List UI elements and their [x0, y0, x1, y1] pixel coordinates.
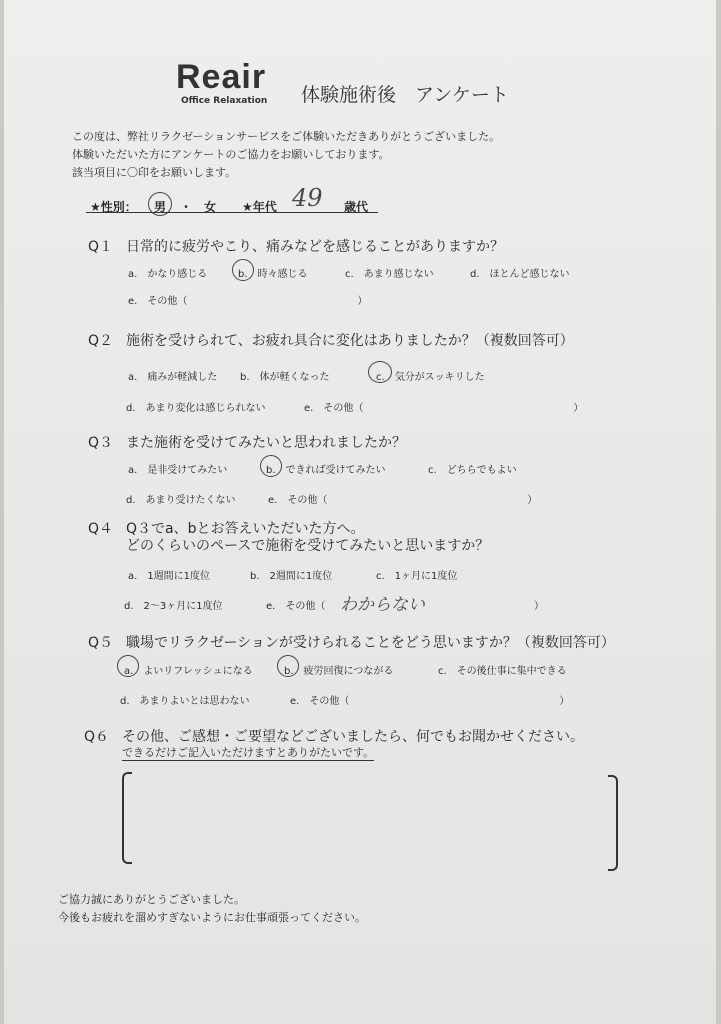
option-letter: b. — [284, 666, 294, 677]
option-label: できれば受けてみたい — [285, 465, 386, 476]
option-label: どちらでもよい — [446, 465, 517, 476]
gender-label: ★性別： — [90, 200, 137, 214]
option-letter: a. — [128, 571, 138, 582]
q3-text: また施術を受けてみたいと思われましたか？ — [126, 435, 406, 451]
option-label: その他（ ） — [323, 403, 584, 414]
option-letter: d. — [126, 403, 136, 414]
footer-line-2: 今後もお疲れを溜めすぎないようにお仕事頑張ってください。 — [58, 911, 366, 924]
option-label: 疲労回復につながる — [303, 666, 394, 677]
intro-line-1: この度は、弊社リラクゼーションサービスをご体験いただきありがとうございました。 — [72, 130, 501, 143]
comment-box-left-bracket — [122, 772, 132, 864]
q2-option-e[interactable] — [304, 399, 583, 414]
option-letter: c. — [438, 666, 447, 677]
attribute-underline — [86, 212, 378, 213]
gender-dot: ・ — [180, 200, 193, 214]
q4-option-b[interactable] — [250, 567, 332, 582]
option-letter: a. — [128, 269, 138, 280]
q3-option-e[interactable] — [268, 491, 537, 506]
option-letter: c. — [428, 465, 437, 476]
option-label: 2週間に1度位 — [269, 571, 333, 582]
q2-option-d[interactable] — [126, 399, 266, 414]
q5-option-e[interactable] — [290, 692, 569, 707]
q5-option-d[interactable] — [120, 692, 250, 707]
age-value-handwritten[interactable]: 49 — [292, 184, 323, 212]
option-label: 気分がスッキリした — [394, 372, 485, 383]
option-label: あまりよいとは思わない — [139, 696, 250, 707]
option-label: あまり感じない — [363, 269, 434, 280]
q4-option-a[interactable] — [128, 567, 210, 582]
age-suffix: 歳代 — [344, 200, 369, 214]
q4-handwritten-answer[interactable]: わからない — [340, 595, 425, 615]
q2-number: Q２ — [88, 333, 114, 349]
q6-text-line2: できるだけご記入いただけますとありがたいです。 — [122, 746, 375, 759]
option-letter: e. — [266, 601, 276, 612]
age-label: ★年代 — [242, 200, 277, 214]
option-label: その他（ ） — [309, 696, 570, 707]
option-letter: d. — [470, 269, 480, 280]
option-letter: a. — [128, 372, 138, 383]
option-label: 2～3ヶ月に1度位 — [143, 601, 223, 612]
q4-text-line2: どのくらいのペースで施術を受けてみたいと思いますか？ — [126, 538, 490, 554]
option-letter: b. — [240, 372, 250, 383]
q6-number: Q６ — [84, 729, 110, 745]
option-label: あまり変化は感じられない — [145, 403, 266, 414]
option-label: その他（ ） — [287, 495, 538, 506]
option-label: よいリフレッシュになる — [143, 666, 253, 677]
q4-text: Q３でa、bとお答えいただいた方へ。 — [126, 521, 365, 537]
q5-text: 職場でリラクゼーションが受けられることをどう思いますか？（複数回答可） — [126, 635, 615, 651]
comment-box-right-bracket — [608, 775, 618, 871]
q4-option-c[interactable] — [376, 567, 457, 582]
q3-b-circle-mark — [260, 455, 282, 477]
option-letter: e. — [268, 495, 278, 506]
q6-text: その他、ご感想・ご要望などございましたら、何でもお聞かせください。 — [122, 729, 584, 745]
option-label: 時々感じる — [257, 269, 308, 280]
option-label: 1週間に1度位 — [147, 571, 211, 582]
q1-text: 日常的に疲労やこり、痛みなどを感じることがありますか？ — [126, 239, 504, 255]
q1-option-d[interactable] — [470, 265, 570, 280]
option-label: その後仕事に集中できる — [456, 666, 567, 677]
q5-a-circle-mark — [117, 655, 139, 677]
intro-line-3: 該当項目に〇印をお願いします。 — [72, 166, 237, 179]
q3-number: Q３ — [88, 435, 114, 451]
intro-line-2: 体験いただいた方にアンケートのご協力をお願いしております。 — [72, 148, 390, 161]
q2-c-circle-mark — [368, 361, 392, 383]
q5-option-c[interactable] — [438, 662, 567, 677]
q5-option-a[interactable] — [124, 662, 253, 677]
option-letter: c. — [345, 269, 354, 280]
q1-b-circle-mark — [232, 259, 254, 281]
q3-option-a[interactable] — [128, 461, 227, 476]
q1-option-c[interactable] — [345, 265, 434, 280]
document-title: 体験施術後 アンケート — [301, 84, 509, 106]
survey-sheet — [4, 0, 716, 1024]
comment-box[interactable] — [134, 775, 604, 863]
q1-option-e[interactable] — [128, 292, 367, 307]
q2-text: 施術を受けられて、お疲れ具合に変化はありましたか？（複数回答可） — [126, 333, 574, 349]
option-letter: a. — [128, 465, 138, 476]
q2-option-b[interactable] — [240, 368, 330, 383]
q2-option-c[interactable] — [376, 368, 485, 383]
option-letter: d. — [126, 495, 136, 506]
q4-option-e[interactable] — [266, 597, 325, 612]
logo-subtitle: Office Relaxation — [181, 96, 268, 106]
option-label: 痛みが軽減した — [147, 372, 218, 383]
option-letter: c. — [376, 571, 385, 582]
option-letter: d. — [124, 601, 134, 612]
option-letter: d. — [120, 696, 130, 707]
option-letter: c. — [376, 372, 385, 383]
q2-option-a[interactable] — [128, 368, 217, 383]
option-label: 是非受けてみたい — [147, 465, 228, 476]
option-label: 体が軽くなった — [259, 372, 330, 383]
q5-b-circle-mark — [277, 655, 299, 677]
option-letter: e. — [290, 696, 300, 707]
q1-number: Q１ — [88, 239, 114, 255]
q3-option-b[interactable] — [266, 461, 386, 476]
q3-option-c[interactable] — [428, 461, 517, 476]
option-label: 1ヶ月に1度位 — [394, 571, 458, 582]
footer-line-1: ご協力誠にありがとうございました。 — [58, 893, 245, 906]
option-letter: b. — [250, 571, 260, 582]
q4-option-d[interactable] — [124, 597, 223, 612]
option-letter: e. — [128, 296, 138, 307]
q1-option-a[interactable] — [128, 265, 207, 280]
option-letter: b. — [266, 465, 276, 476]
q3-option-d[interactable] — [126, 491, 236, 506]
q5-option-b[interactable] — [284, 662, 393, 677]
gender-male[interactable]: 男 — [154, 200, 167, 214]
reair-logo: Reair — [176, 58, 267, 96]
q4-option-e-close: ） — [534, 601, 544, 612]
option-letter: a. — [124, 666, 134, 677]
option-label: あまり受けたくない — [145, 495, 236, 506]
gender-female[interactable]: 女 — [204, 200, 217, 214]
option-label: ほとんど感じない — [489, 269, 570, 280]
option-label: その他（ ） — [147, 296, 368, 307]
q5-number: Q５ — [88, 635, 114, 651]
q4-number: Q４ — [88, 521, 114, 537]
option-label: その他（ — [285, 601, 326, 612]
option-letter: b. — [238, 269, 248, 280]
option-label: かなり感じる — [147, 269, 208, 280]
option-letter: e. — [304, 403, 314, 414]
